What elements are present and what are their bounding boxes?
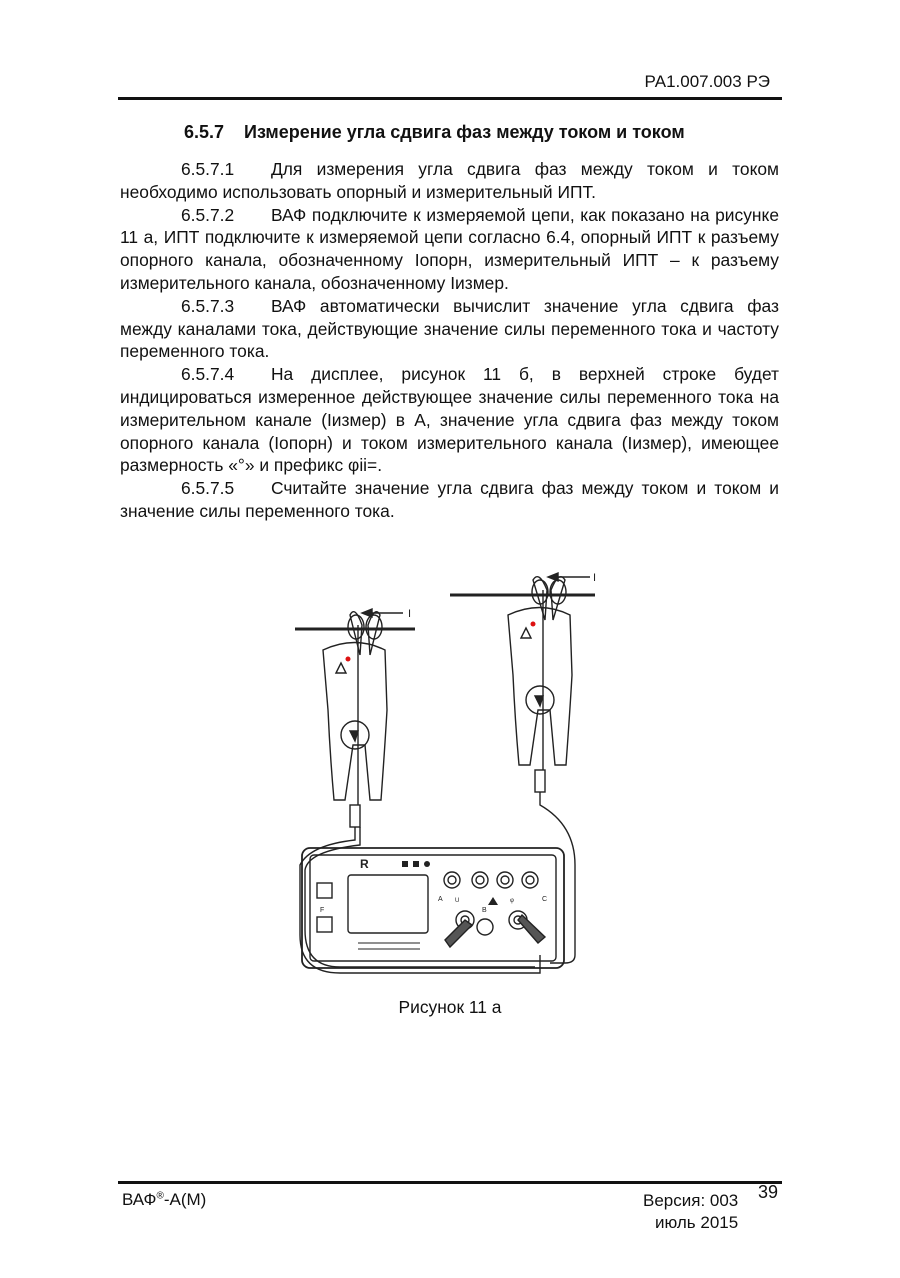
device-label-phi: φ	[510, 898, 514, 904]
paragraph-number: 6.5.7.1	[181, 159, 235, 179]
paragraph-text: Для измерения угла сдвига фаз между током и током необходимо использовать опорный и измерительный ИПТ.	[120, 159, 779, 202]
device-logo: R	[360, 857, 369, 871]
device-label-c: C	[542, 896, 548, 903]
paragraph-number: 6.5.7.4	[181, 364, 235, 385]
device-label-f: F	[320, 907, 325, 914]
paragraph-text: На дисплее, рисунок 11 б, в верхней строке будет индицироваться измеренное действующее значение силы переменного тока на измерительном канале (Iизмер) в А, значение угла сдвига фаз между током опорного канала (Iопорн) и током измерительного канала (Iизмер), имеющее размерность «°» и префикс φii=.	[120, 364, 779, 476]
device-label-u: U	[455, 898, 460, 904]
socket-4	[522, 872, 538, 888]
product-suffix: -А(М)	[163, 1190, 207, 1209]
paragraph-number: 6.5.7.2	[181, 204, 235, 225]
left-plug	[445, 920, 472, 947]
paragraph-number: 6.5.7.5	[181, 478, 235, 499]
device-body	[302, 848, 564, 968]
socket-1	[444, 872, 460, 888]
right-current-label: I	[593, 572, 597, 584]
section-title	[184, 122, 685, 143]
body-text	[120, 158, 779, 523]
paragraph	[120, 204, 779, 295]
figure-caption: Рисунок 11 а	[398, 997, 502, 1017]
paragraph-text: Считайте значение угла сдвига фаз между током и током и значение силы переменного тока.	[120, 478, 779, 521]
section-title-text: Измерение угла сдвига фаз между током и током	[244, 122, 685, 142]
paragraph	[120, 158, 779, 204]
paragraph-text: ВАФ автоматически вычислит значение угла сдвига фаз между каналами тока, действующие значение силы переменного тока и частоту переменного тока.	[120, 295, 779, 362]
button-top	[317, 883, 332, 898]
paragraph-text: ВАФ подключите к измеряемой цепи, как показано на рисунке 11 а, ИПТ подключите к измеряемой цепи согласно 6.4, опорный ИПТ к разъему опорного канала, обозначенному Iопорн, измерительный ИПТ – к разъему измерительного канала, обозначенному Iизмер.	[120, 204, 779, 293]
date-text: июль 2015	[655, 1213, 739, 1232]
right-plug	[518, 915, 545, 943]
socket-3	[497, 872, 513, 888]
button-bottom	[317, 917, 332, 932]
display	[348, 875, 428, 933]
product-name: ВАФ	[122, 1190, 157, 1209]
left-current-label: I	[408, 608, 412, 620]
connection-diagram	[290, 565, 620, 985]
socket-2	[472, 872, 488, 888]
version-text: Версия: 003	[643, 1191, 739, 1210]
paragraph	[120, 295, 779, 363]
paragraph	[120, 477, 779, 523]
page-number: 39	[758, 1182, 779, 1202]
registered-mark: ®	[156, 1190, 164, 1202]
footer-version	[643, 1190, 738, 1234]
footer-rule	[118, 1181, 782, 1184]
paragraph	[120, 363, 779, 477]
right-clamp	[508, 577, 572, 792]
footer-product	[122, 1190, 206, 1210]
device-label-b: B	[482, 907, 487, 914]
section-number: 6.5.7	[184, 122, 225, 142]
paragraph-number: 6.5.7.3	[181, 295, 235, 316]
socket-6	[477, 919, 493, 935]
device-label-a: A	[438, 896, 443, 903]
document-code: РА1.007.003 РЭ	[644, 72, 770, 91]
left-clamp	[323, 612, 387, 827]
header-rule	[118, 97, 782, 100]
